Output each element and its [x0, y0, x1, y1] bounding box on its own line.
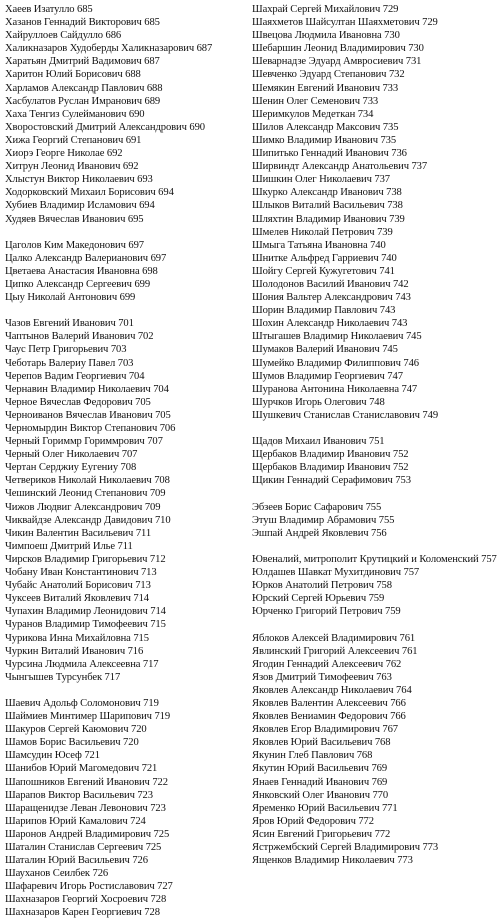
index-entry: Шауханов Сеилбек 726 [5, 868, 109, 880]
index-entry: Хлыстун Виктор Николаевич 693 [5, 174, 153, 186]
index-entry: Шлыков Виталий Васильевич 738 [252, 200, 403, 212]
index-entry: Шахназаров Георгий Хосроевич 728 [5, 894, 167, 906]
index-entry: Язов Дмитрий Тимофеевич 763 [252, 671, 392, 683]
index-entry: Яковлев Вениамин Федорович 766 [252, 711, 406, 723]
index-entry: Чуранов Владимир Тимофеевич 715 [5, 619, 166, 631]
index-entry: Шамов Борис Васильевич 720 [5, 737, 139, 749]
index-entry: Шебаршин Леонид Владимирович 730 [252, 43, 424, 55]
index-entry: Цаголов Ким Македонович 697 [5, 239, 144, 251]
index-entry: Шаталин Юрий Васильевич 726 [5, 855, 148, 867]
index-entry: Яров Юрий Федорович 772 [252, 815, 374, 827]
index-entry: Хаеев Изатулло 685 [5, 4, 93, 15]
group-spacer [252, 422, 498, 435]
index-entry: Черноиванов Вячеслав Иванович 705 [5, 409, 171, 421]
index-entry: Яковлев Егор Владимирович 767 [252, 724, 398, 736]
index-entry: Щербаков Владимир Иванович 752 [252, 449, 409, 461]
index-entry: Шевченко Эдуард Степанович 732 [252, 69, 405, 81]
index-entry: Хитрун Леонид Иванович 692 [5, 161, 139, 173]
index-entry: Ширвиндт Александр Анатольевич 737 [252, 161, 428, 173]
index-entry: Чурсина Людмила Алексеевна 717 [5, 658, 159, 670]
index-entry: Яблоков Алексей Владимирович 761 [252, 632, 416, 644]
index-entry: Шарипов Юрий Камалович 724 [5, 815, 146, 827]
group-spacer [5, 304, 248, 317]
index-entry: Шимко Владимир Иванович 735 [252, 134, 397, 146]
index-entry: Чаус Петр Григорьевич 703 [5, 344, 127, 356]
index-entry: Шкурко Александр Иванович 738 [252, 187, 402, 199]
index-entry: Чеботарь Валериу Павел 703 [5, 357, 134, 369]
index-entry: Шаевич Адольф Соломонович 719 [5, 697, 159, 709]
index-entry: Янковский Олег Иванович 770 [252, 789, 389, 801]
index-entry: Шамсудин Юсеф 721 [5, 750, 100, 762]
index-entry: Шмыга Татьяна Ивановна 740 [252, 239, 386, 251]
index-entry: Чуркин Виталий Иванович 716 [5, 645, 144, 657]
group-spacer [5, 684, 248, 697]
index-entry: Эбзеев Борис Сафарович 755 [252, 501, 382, 513]
index-entry: Хасбулатов Руслан Имранович 689 [5, 95, 161, 107]
index-entry: Ювеналий, митрополит Крутицкий и Коломенский 757 [252, 553, 497, 565]
index-entry: Шумаков Валерий Иванович 745 [252, 344, 398, 356]
index-entry: Юрский Сергей Юрьевич 759 [252, 593, 385, 605]
index-entry: Чурикова Инна Михайловна 715 [5, 632, 149, 644]
index-entry: Харитон Юлий Борисович 688 [5, 69, 141, 81]
index-entry: Шахрай Сергей Михайлович 729 [252, 4, 399, 15]
index-entry: Шурчков Игорь Олегович 748 [252, 396, 385, 408]
index-entry: Черное Вячеслав Федорович 705 [5, 396, 151, 408]
index-entry: Чуксеев Виталий Яковлевич 714 [5, 593, 149, 605]
index-entry: Шакуров Сергей Каюмович 720 [5, 724, 147, 736]
group-spacer [252, 540, 498, 553]
index-entry: Шохин Александр Николаевич 743 [252, 318, 408, 330]
index-entry: Цветаева Анастасия Ивановна 698 [5, 265, 158, 277]
index-entry: Чешинский Леонид Степанович 709 [5, 488, 166, 500]
index-entry: Ягодин Геннадий Алексеевич 762 [252, 658, 402, 670]
index-entry: Юрченко Григорий Петрович 759 [252, 606, 401, 618]
index-entry: Шуранова Антонина Николаевна 747 [252, 383, 418, 395]
index-entry: Яременко Юрий Васильевич 771 [252, 802, 398, 814]
index-entry: Шойгу Сергей Кужугетович 741 [252, 265, 395, 277]
index-entry: Шмелев Николай Петрович 739 [252, 226, 393, 238]
index-entry: Черепов Вадим Георгиевич 704 [5, 370, 145, 382]
index-entry: Явлинский Григорий Алексеевич 761 [252, 645, 418, 657]
index-entry: Шенин Олег Семенович 733 [252, 95, 379, 107]
index-entry: Шумейко Владимир Филиппович 746 [252, 357, 419, 369]
index-entry: Хворостовский Дмитрий Александрович 690 [5, 121, 205, 133]
index-entry: Ципко Александр Сергеевич 699 [5, 278, 151, 290]
index-entry: Щикин Геннадий Серафимович 753 [252, 475, 411, 487]
index-entry: Цыу Николай Антонович 699 [5, 292, 136, 304]
index-entry: Чимпоеш Дмитрий Илье 711 [5, 540, 133, 552]
index-entry: Штыгашев Владимир Николаевич 745 [252, 331, 422, 343]
index-entry: Ясин Евгений Григорьевич 772 [252, 828, 391, 840]
index-entry: Халикназаров Худоберды Халикназарович 687 [5, 43, 213, 55]
index-entry: Шорин Владимир Павлович 743 [252, 305, 396, 317]
index-entry: Щербаков Владимир Иванович 752 [252, 462, 409, 474]
index-entry: Шанибов Юрий Магомедович 721 [5, 763, 158, 775]
index-entry: Четвериков Николай Николаевич 708 [5, 475, 170, 487]
index-entry: Чикин Валентин Васильевич 711 [5, 527, 152, 539]
index-entry: Шумов Владимир Георгиевич 747 [252, 370, 403, 382]
index-entry: Шафаревич Игорь Ростиславович 727 [5, 881, 173, 893]
group-spacer [252, 618, 498, 631]
index-entry: Шолодонов Василий Иванович 742 [252, 278, 409, 290]
index-entry: Янаев Геннадий Иванович 769 [252, 776, 388, 788]
index-entry: Ястржембский Сергей Владимирович 773 [252, 842, 439, 853]
index-column-left [5, 3, 248, 920]
index-entry: Чобану Иван Константинович 713 [5, 567, 157, 579]
index-entry: Ходорковский Михаил Борисович 694 [5, 187, 174, 199]
index-entry: Черный Гориммр Гориммрович 707 [5, 436, 163, 448]
index-entry: Шаймиев Минтимер Шарипович 719 [5, 711, 171, 723]
index-entry: Шарапов Виктор Васильевич 723 [5, 789, 153, 801]
index-entry: Шаталин Станислав Сергеевич 725 [5, 842, 162, 853]
index-entry: Хайруллоев Сайдулло 686 [5, 30, 122, 42]
index-entry: Чынгышев Турсунбек 717 [5, 671, 121, 683]
index-entry: Эшпай Андрей Яковлевич 756 [252, 527, 387, 539]
index-entry: Шония Вальтер Александрович 743 [252, 292, 411, 304]
index-entry: Хазанов Геннадий Викторович 685 [5, 17, 160, 29]
index-entry: Якутин Юрий Васильевич 769 [252, 763, 388, 775]
index-entry: Юрков Анатолий Петрович 758 [252, 580, 392, 592]
index-entry: Шушкевич Станислав Станиславович 749 [252, 409, 439, 421]
index-entry: Худяев Вячеслав Иванович 695 [5, 213, 144, 225]
index-entry: Юлдашев Шавкат Мухитдинович 757 [252, 567, 420, 579]
index-entry: Чиквайдзе Александр Давидович 710 [5, 514, 171, 526]
index-entry: Швецова Людмила Ивановна 730 [252, 30, 400, 42]
index-entry: Чертан Серджиу Еугениу 708 [5, 462, 137, 474]
index-entry: Хаха Тенгиз Сулейманович 690 [5, 108, 145, 120]
index-entry: Шляхтин Владимир Иванович 739 [252, 213, 405, 225]
index-entry: Чирсков Владимир Григорьевич 712 [5, 553, 166, 565]
index-entry: Чупахин Владимир Леонидович 714 [5, 606, 166, 618]
index-entry: Хубиев Владимир Исламович 694 [5, 200, 155, 212]
index-entry: Черный Олег Николаевич 707 [5, 449, 138, 461]
index-entry: Хижа Георгий Степанович 691 [5, 134, 142, 146]
index-entry: Щадов Михаил Иванович 751 [252, 436, 385, 448]
index-entry: Харатьян Дмитрий Вадимович 687 [5, 56, 160, 68]
index-entry: Шилов Александр Максович 735 [252, 121, 399, 133]
index-entry: Чазов Евгений Иванович 701 [5, 318, 134, 330]
index-entry: Харламов Александр Павлович 688 [5, 82, 163, 94]
index-column-right [252, 3, 498, 867]
index-entry: Хиорэ Георге Николае 692 [5, 148, 123, 160]
group-spacer [5, 226, 248, 239]
index-entry: Этуш Владимир Абрамович 755 [252, 514, 395, 526]
index-entry: Шаяхметов Шайсултан Шаяхметович 729 [252, 17, 438, 29]
index-entry: Шеварнадзе Эдуард Амвросиевич 731 [252, 56, 422, 68]
group-spacer [252, 487, 498, 500]
index-entry: Черномырдин Виктор Степанович 706 [5, 423, 176, 434]
index-entry: Чубайс Анатолий Борисович 713 [5, 580, 151, 592]
index-entry: Шапошников Евгений Иванович 722 [5, 776, 168, 788]
index-entry: Шеримкулов Медеткан 734 [252, 108, 374, 120]
index-entry: Яковлев Александр Николаевич 764 [252, 684, 412, 696]
index-entry: Шахназаров Карен Георгиевич 728 [5, 907, 160, 919]
index-entry: Чернавин Владимир Николаевич 704 [5, 383, 169, 395]
index-entry: Чаптынов Валерий Иванович 702 [5, 331, 154, 343]
index-entry: Ященков Владимир Николаевич 773 [252, 855, 413, 867]
index-entry: Шаращенидзе Леван Левонович 723 [5, 802, 166, 814]
index-entry: Шаронов Андрей Владимирович 725 [5, 828, 170, 840]
index-entry: Шипитько Геннадий Иванович 736 [252, 148, 407, 160]
index-entry: Чижов Людвиг Александрович 709 [5, 501, 161, 513]
index-entry: Шнитке Альфред Гарриевич 740 [252, 252, 397, 264]
index-entry: Цалко Александр Валерианович 697 [5, 252, 167, 264]
index-entry: Яковлев Валентин Алексеевич 766 [252, 697, 406, 709]
index-entry: Шемякин Евгений Иванович 733 [252, 82, 399, 94]
index-entry: Якунин Глеб Павлович 768 [252, 750, 373, 762]
index-entry: Шишкин Олег Николаевич 737 [252, 174, 390, 186]
index-entry: Яковлев Юрий Васильевич 768 [252, 737, 391, 749]
